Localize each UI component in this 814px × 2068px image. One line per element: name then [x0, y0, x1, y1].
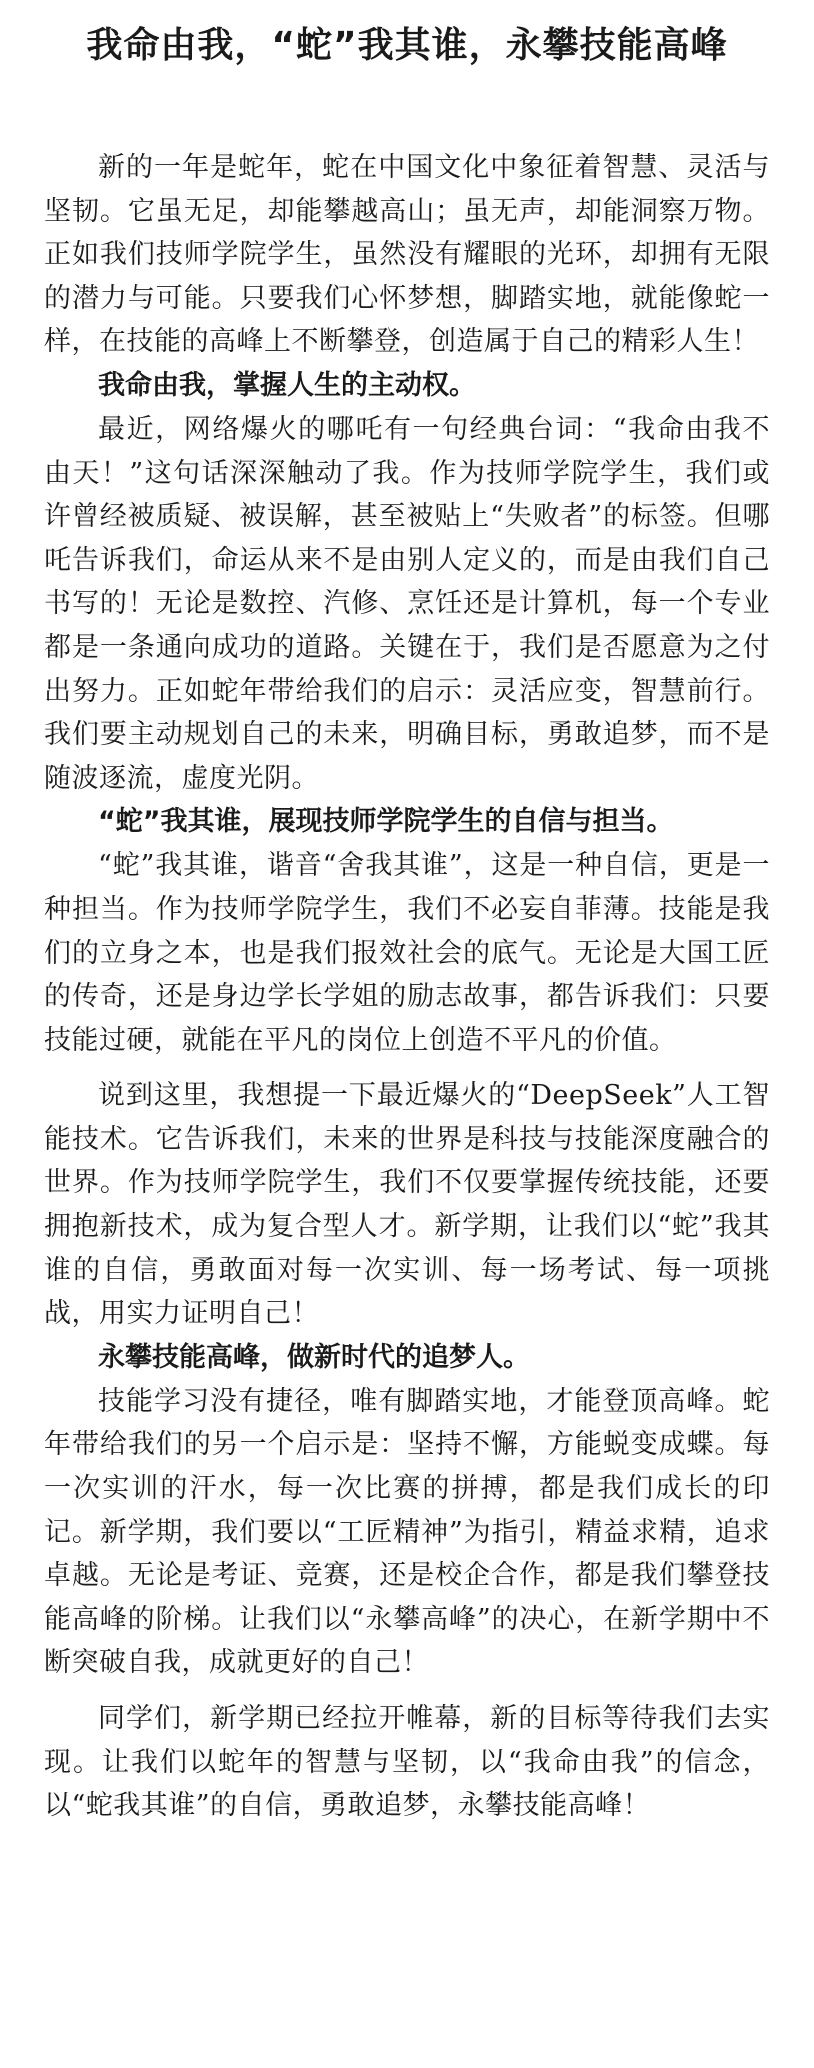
section-heading-1: 我命由我，掌握人生的主动权。 [98, 369, 476, 401]
section-2-paragraph-2: 说到这里，我想提一下最近爆火的“DeepSeek”人工智能技术。它告诉我们，未来的世界是科技与技能深度融合的世界。作为技师学院学生，我们不仅要掌握传统技能，还要拥抱新技术，成为复合型人才。新学期，让我们以“蛇”我其谁的自信，勇敢面对每一次实训、每一场考试、每一项挑战，用实力证明自己！ [44, 1080, 770, 1330]
section-heading-2: “蛇”我其谁，展现技师学院学生的自信与担当。 [98, 806, 674, 838]
section-3-paragraph-1: 技能学习没有捷径，唯有脚踏实地，才能登顶高峰。蛇年带给我们的另一个启示是：坚持不懈，方能蜕变成蝶。每一次实训的汗水，每一次比赛的拼搏，都是我们成长的印记。新学期，我们要以“工匠精神”为指引，精益求精，追求卓越。无论是考证、竞赛，还是校企合作，都是我们攀登技能高峰的阶梯。让我们以“永攀高峰”的决心，在新学期中不断突破自我，成就更好的自己！ [44, 1385, 770, 1679]
section-2-paragraph-1: “蛇”我其谁，谐音“舍我其谁”，这是一种自信，更是一种担当。作为技师学院学生，我们不必妄自菲薄。技能是我们的立身之本，也是我们报效社会的底气。无论是大国工匠的传奇，还是身边学长学姐的励志故事，都告诉我们：只要技能过硬，就能在平凡的岗位上创造不平凡的价值。 [44, 850, 770, 1056]
section-1-paragraph: 最近，网络爆火的哪吒有一句经典台词：“我命由我不由天！”这句话深深触动了我。作为技师学院学生，我们或许曾经被质疑、被误解，甚至被贴上“失败者”的标签。但哪吒告诉我们，命运从来不是由别人定义的，而是由我们自己书写的！无论是数控、汽修、烹饪还是计算机，每一个专业都是一条通向成功的道路。关键在于，我们是否愿意为之付出努力。正如蛇年带给我们的启示：灵活应变，智慧前行。我们要主动规划自己的未来，明确目标，勇敢追梦，而不是随波逐流，虚度光阴。 [44, 413, 770, 794]
section-heading-3: 永攀技能高峰，做新时代的追梦人。 [98, 1341, 530, 1373]
closing-paragraph: 同学们，新学期已经拉开帷幕，新的目标等待我们去实现。让我们以蛇年的智慧与坚韧，以“我命由我”的信念，以“蛇我其谁”的自信，勇敢追梦，永攀技能高峰！ [44, 1703, 770, 1822]
article-title: 我命由我，“蛇”我其谁，永攀技能高峰 [86, 25, 728, 66]
intro-paragraph: 新的一年是蛇年，蛇在中国文化中象征着智慧、灵活与坚韧。它虽无足，却能攀越高山；虽无声，却能洞察万物。正如我们技师学院学生，虽然没有耀眼的光环，却拥有无限的潜力与可能。只要我们心怀梦想，脚踏实地，就能像蛇一样，在技能的高峰上不断攀登，创造属于自己的精彩人生！ [44, 152, 770, 358]
